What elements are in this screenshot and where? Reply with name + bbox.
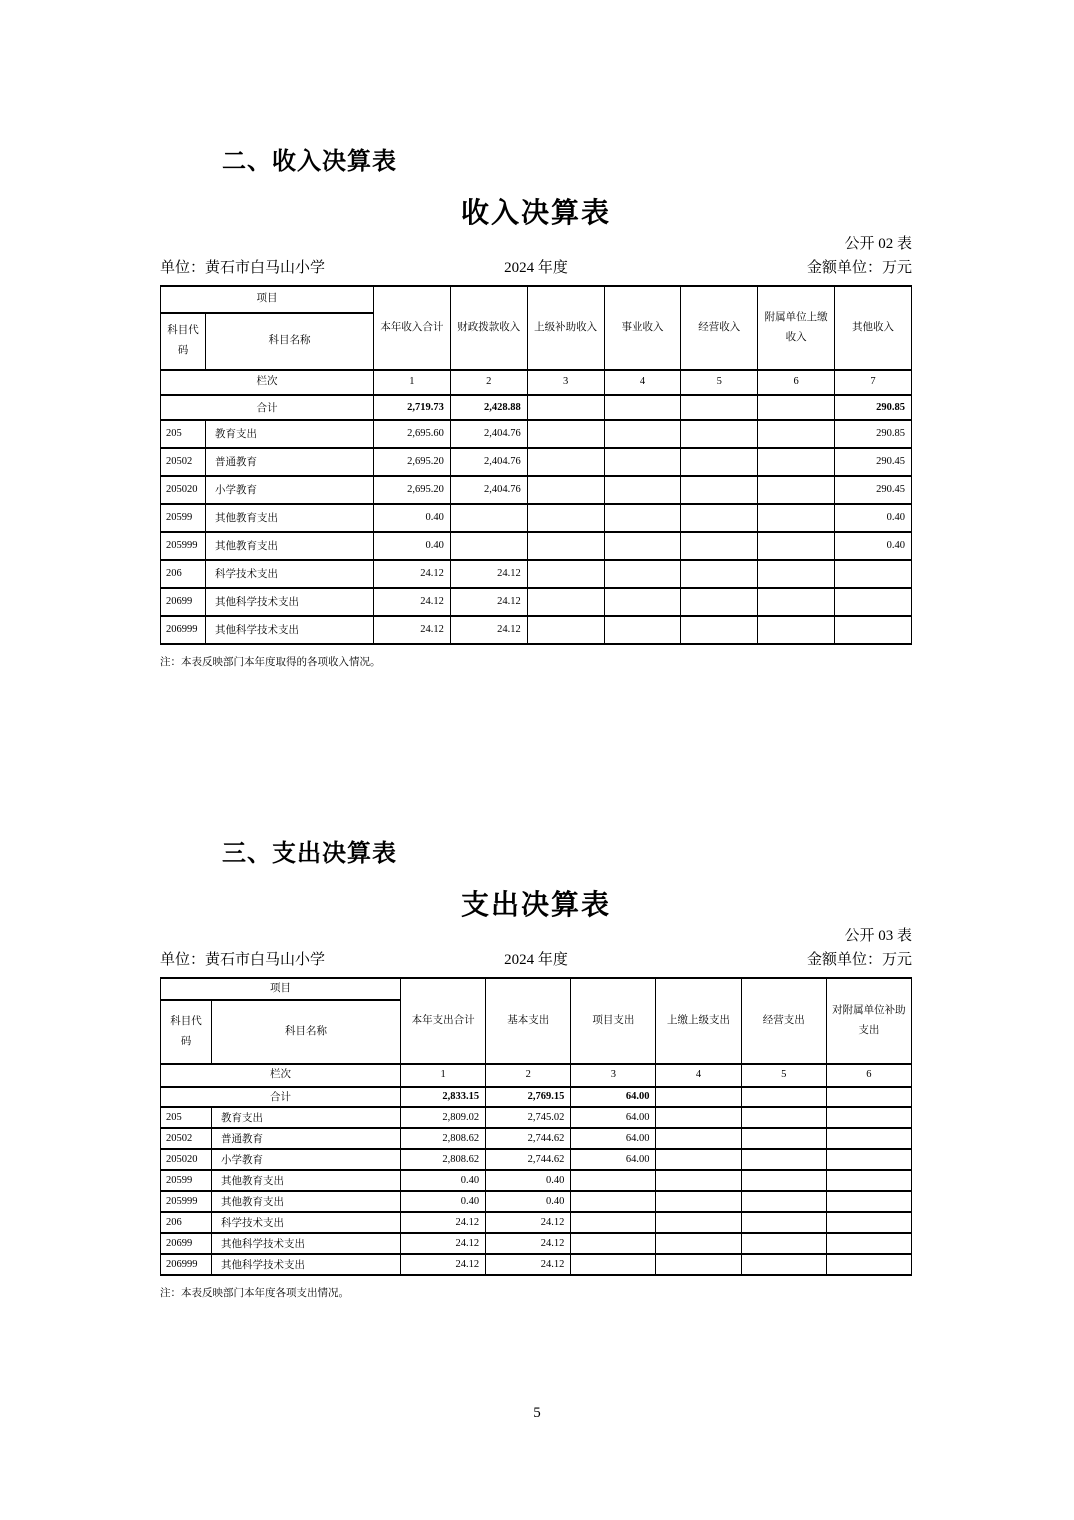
value-cell: 0.40 bbox=[835, 532, 912, 560]
value-cell bbox=[681, 560, 758, 588]
index-label-cell: 栏次 bbox=[161, 1064, 401, 1087]
total-label-cell: 合计 bbox=[161, 395, 374, 420]
value-cell bbox=[571, 1170, 656, 1191]
value-cell bbox=[758, 560, 835, 588]
value-cell: 2,809.02 bbox=[401, 1107, 486, 1128]
value-cell bbox=[741, 1128, 826, 1149]
subject-name-cell: 其他科学技术支出 bbox=[212, 1233, 401, 1254]
item-header-cell: 项目 bbox=[161, 978, 401, 1000]
subject-name-cell: 小学教育 bbox=[212, 1149, 401, 1170]
subject-name-cell: 科学技术支出 bbox=[212, 1212, 401, 1233]
value-cell bbox=[826, 1170, 911, 1191]
index-cell: 6 bbox=[758, 370, 835, 395]
column-header-cell: 基本支出 bbox=[486, 978, 571, 1064]
value-cell bbox=[681, 616, 758, 644]
subject-name-cell: 其他科学技术支出 bbox=[212, 1254, 401, 1275]
total-value-cell bbox=[527, 395, 604, 420]
total-value-cell: 2,428.88 bbox=[450, 395, 527, 420]
value-cell: 24.12 bbox=[401, 1254, 486, 1275]
value-cell: 24.12 bbox=[374, 616, 451, 644]
value-cell bbox=[758, 420, 835, 448]
value-cell: 64.00 bbox=[571, 1128, 656, 1149]
subject-code-cell: 205020 bbox=[161, 1149, 212, 1170]
subject-name-cell: 科学技术支出 bbox=[206, 560, 374, 588]
value-cell: 0.40 bbox=[374, 532, 451, 560]
subject-code-cell: 205999 bbox=[161, 532, 206, 560]
subject-code-cell: 205999 bbox=[161, 1191, 212, 1212]
value-cell: 2,744.62 bbox=[486, 1128, 571, 1149]
subject-name-cell: 教育支出 bbox=[206, 420, 374, 448]
table-row bbox=[161, 560, 912, 588]
subject-code-cell: 20599 bbox=[161, 504, 206, 532]
subject-name-cell: 其他科学技术支出 bbox=[206, 616, 374, 644]
table-row bbox=[161, 1107, 912, 1128]
value-cell bbox=[656, 1212, 741, 1233]
expenditure-section-heading: 三、支出决算表 bbox=[222, 840, 397, 867]
value-cell bbox=[656, 1233, 741, 1254]
value-cell: 0.40 bbox=[486, 1191, 571, 1212]
value-cell: 24.12 bbox=[450, 616, 527, 644]
subject-code-cell: 205 bbox=[161, 1107, 212, 1128]
subject-name-cell: 其他科学技术支出 bbox=[206, 588, 374, 616]
income-header-row-index bbox=[161, 370, 912, 395]
value-cell bbox=[571, 1254, 656, 1275]
value-cell: 0.40 bbox=[374, 504, 451, 532]
subject-name-cell: 其他教育支出 bbox=[206, 532, 374, 560]
subject-name-cell: 小学教育 bbox=[206, 476, 374, 504]
value-cell: 2,404.76 bbox=[450, 448, 527, 476]
expenditure-section bbox=[160, 840, 912, 1300]
value-cell bbox=[527, 588, 604, 616]
value-cell bbox=[527, 616, 604, 644]
value-cell: 2,695.20 bbox=[374, 476, 451, 504]
value-cell bbox=[450, 504, 527, 532]
value-cell bbox=[604, 532, 681, 560]
value-cell bbox=[527, 448, 604, 476]
total-value-cell: 290.85 bbox=[835, 395, 912, 420]
subject-name-cell: 普通教育 bbox=[206, 448, 374, 476]
subject-code-cell: 206 bbox=[161, 560, 206, 588]
value-cell bbox=[835, 560, 912, 588]
total-value-cell: 2,769.15 bbox=[486, 1087, 571, 1107]
value-cell bbox=[681, 476, 758, 504]
value-cell: 0.40 bbox=[486, 1170, 571, 1191]
index-cell: 2 bbox=[486, 1064, 571, 1087]
value-cell: 24.12 bbox=[486, 1254, 571, 1275]
value-cell bbox=[826, 1149, 911, 1170]
column-header-cell: 本年收入合计 bbox=[374, 286, 451, 370]
value-cell: 24.12 bbox=[486, 1212, 571, 1233]
subject-code-cell: 205 bbox=[161, 420, 206, 448]
total-value-cell bbox=[758, 395, 835, 420]
income-total-row bbox=[161, 395, 912, 420]
column-header-cell: 经营收入 bbox=[681, 286, 758, 370]
value-cell bbox=[527, 420, 604, 448]
value-cell bbox=[758, 588, 835, 616]
value-cell bbox=[450, 532, 527, 560]
column-header-cell: 对附属单位补助支出 bbox=[826, 978, 911, 1064]
subject-code-cell: 20699 bbox=[161, 588, 206, 616]
subject-code-cell: 206999 bbox=[161, 1254, 212, 1275]
value-cell bbox=[571, 1212, 656, 1233]
name-header-cell: 科目名称 bbox=[212, 1000, 401, 1064]
subject-code-cell: 206 bbox=[161, 1212, 212, 1233]
value-cell bbox=[741, 1254, 826, 1275]
value-cell: 290.85 bbox=[835, 420, 912, 448]
value-cell bbox=[741, 1233, 826, 1254]
expenditure-form-label: 公开 03 表 bbox=[844, 927, 912, 944]
value-cell bbox=[656, 1128, 741, 1149]
subject-name-cell: 其他教育支出 bbox=[212, 1191, 401, 1212]
value-cell bbox=[758, 616, 835, 644]
value-cell: 24.12 bbox=[401, 1212, 486, 1233]
expenditure-amount-unit-label: 金额单位：万元 bbox=[807, 951, 913, 968]
value-cell bbox=[681, 588, 758, 616]
subject-name-cell: 普通教育 bbox=[212, 1128, 401, 1149]
index-cell: 7 bbox=[835, 370, 912, 395]
value-cell bbox=[604, 588, 681, 616]
value-cell bbox=[741, 1191, 826, 1212]
value-cell: 0.40 bbox=[835, 504, 912, 532]
total-value-cell: 2,833.15 bbox=[401, 1087, 486, 1107]
total-value-cell bbox=[826, 1087, 911, 1107]
value-cell: 0.40 bbox=[401, 1170, 486, 1191]
expenditure-unit-label: 单位：黄石市白马山小学 bbox=[160, 951, 326, 968]
table-row bbox=[161, 616, 912, 644]
column-header-cell: 上缴上级支出 bbox=[656, 978, 741, 1064]
code-header-cell: 科目代码 bbox=[161, 313, 206, 370]
value-cell bbox=[656, 1170, 741, 1191]
total-value-cell: 64.00 bbox=[571, 1087, 656, 1107]
table-row bbox=[161, 1212, 912, 1233]
value-cell bbox=[604, 420, 681, 448]
value-cell: 24.12 bbox=[374, 560, 451, 588]
item-header-cell: 项目 bbox=[161, 286, 374, 313]
income-section-heading: 二、收入决算表 bbox=[222, 148, 397, 175]
value-cell: 0.40 bbox=[401, 1191, 486, 1212]
total-label-cell: 合计 bbox=[161, 1087, 401, 1107]
index-cell: 3 bbox=[571, 1064, 656, 1087]
value-cell bbox=[604, 448, 681, 476]
column-header-cell: 经营支出 bbox=[741, 978, 826, 1064]
table-row bbox=[161, 1254, 912, 1275]
value-cell: 2,808.62 bbox=[401, 1149, 486, 1170]
value-cell: 24.12 bbox=[450, 560, 527, 588]
index-cell: 2 bbox=[450, 370, 527, 395]
value-cell: 64.00 bbox=[571, 1149, 656, 1170]
value-cell bbox=[758, 532, 835, 560]
value-cell bbox=[604, 476, 681, 504]
index-cell: 6 bbox=[826, 1064, 911, 1087]
column-header-cell: 其他收入 bbox=[835, 286, 912, 370]
value-cell: 2,404.76 bbox=[450, 476, 527, 504]
table-row bbox=[161, 504, 912, 532]
value-cell: 24.12 bbox=[374, 588, 451, 616]
index-cell: 4 bbox=[604, 370, 681, 395]
value-cell: 64.00 bbox=[571, 1107, 656, 1128]
value-cell: 2,404.76 bbox=[450, 420, 527, 448]
income-meta-row bbox=[160, 259, 912, 277]
value-cell bbox=[826, 1233, 911, 1254]
index-cell: 4 bbox=[656, 1064, 741, 1087]
income-note: 注：本表反映部门本年度取得的各项收入情况。 bbox=[160, 656, 381, 668]
column-header-cell: 财政拨款收入 bbox=[450, 286, 527, 370]
column-header-cell: 上级补助收入 bbox=[527, 286, 604, 370]
code-header-cell: 科目代码 bbox=[161, 1000, 212, 1064]
value-cell: 24.12 bbox=[401, 1233, 486, 1254]
value-cell bbox=[741, 1149, 826, 1170]
table-row bbox=[161, 476, 912, 504]
value-cell bbox=[604, 504, 681, 532]
value-cell bbox=[604, 616, 681, 644]
value-cell: 24.12 bbox=[486, 1233, 571, 1254]
table-row bbox=[161, 448, 912, 476]
income-table bbox=[160, 285, 912, 645]
index-label-cell: 栏次 bbox=[161, 370, 374, 395]
income-amount-unit-label: 金额单位：万元 bbox=[807, 259, 913, 276]
value-cell bbox=[571, 1233, 656, 1254]
value-cell: 2,695.60 bbox=[374, 420, 451, 448]
value-cell: 2,745.02 bbox=[486, 1107, 571, 1128]
income-section bbox=[160, 148, 912, 669]
value-cell bbox=[656, 1254, 741, 1275]
value-cell bbox=[681, 420, 758, 448]
value-cell bbox=[527, 504, 604, 532]
value-cell bbox=[826, 1254, 911, 1275]
value-cell bbox=[681, 504, 758, 532]
table-row bbox=[161, 420, 912, 448]
value-cell: 290.45 bbox=[835, 448, 912, 476]
index-cell: 3 bbox=[527, 370, 604, 395]
value-cell bbox=[758, 448, 835, 476]
column-header-cell: 事业收入 bbox=[604, 286, 681, 370]
value-cell bbox=[604, 560, 681, 588]
table-row bbox=[161, 532, 912, 560]
subject-code-cell: 205020 bbox=[161, 476, 206, 504]
subject-code-cell: 20699 bbox=[161, 1233, 212, 1254]
total-value-cell bbox=[681, 395, 758, 420]
subject-code-cell: 206999 bbox=[161, 616, 206, 644]
value-cell bbox=[826, 1107, 911, 1128]
expenditure-table-title: 支出决算表 bbox=[460, 889, 611, 921]
income-unit-label: 单位：黄石市白马山小学 bbox=[160, 259, 326, 276]
value-cell: 2,695.20 bbox=[374, 448, 451, 476]
table-row bbox=[161, 1128, 912, 1149]
table-row bbox=[161, 1191, 912, 1212]
value-cell bbox=[681, 448, 758, 476]
index-cell: 1 bbox=[374, 370, 451, 395]
expenditure-table bbox=[160, 977, 912, 1276]
subject-code-cell: 20502 bbox=[161, 1128, 212, 1149]
table-row bbox=[161, 588, 912, 616]
expenditure-total-row bbox=[161, 1087, 912, 1107]
value-cell bbox=[527, 560, 604, 588]
subject-name-cell: 其他教育支出 bbox=[212, 1170, 401, 1191]
value-cell bbox=[681, 532, 758, 560]
value-cell: 290.45 bbox=[835, 476, 912, 504]
value-cell bbox=[656, 1107, 741, 1128]
value-cell bbox=[741, 1212, 826, 1233]
value-cell bbox=[741, 1170, 826, 1191]
value-cell: 2,744.62 bbox=[486, 1149, 571, 1170]
table-row bbox=[161, 1233, 912, 1254]
value-cell bbox=[826, 1212, 911, 1233]
value-cell bbox=[835, 588, 912, 616]
table-row bbox=[161, 1149, 912, 1170]
index-cell: 1 bbox=[401, 1064, 486, 1087]
value-cell: 24.12 bbox=[450, 588, 527, 616]
column-header-cell: 项目支出 bbox=[571, 978, 656, 1064]
value-cell bbox=[741, 1107, 826, 1128]
value-cell bbox=[656, 1149, 741, 1170]
income-form-label: 公开 02 表 bbox=[844, 235, 912, 252]
subject-code-cell: 20502 bbox=[161, 448, 206, 476]
value-cell: 2,808.62 bbox=[401, 1128, 486, 1149]
expenditure-header-row-index bbox=[161, 1064, 912, 1087]
expenditure-note: 注：本表反映部门本年度各项支出情况。 bbox=[160, 1287, 349, 1299]
value-cell bbox=[527, 532, 604, 560]
total-value-cell bbox=[741, 1087, 826, 1107]
income-year-label: 2024 年度 bbox=[504, 259, 568, 276]
value-cell bbox=[826, 1128, 911, 1149]
total-value-cell bbox=[656, 1087, 741, 1107]
index-cell: 5 bbox=[681, 370, 758, 395]
column-header-cell: 本年支出合计 bbox=[401, 978, 486, 1064]
income-table-title: 收入决算表 bbox=[460, 197, 611, 229]
column-header-cell: 附属单位上缴收入 bbox=[758, 286, 835, 370]
subject-name-cell: 其他教育支出 bbox=[206, 504, 374, 532]
total-value-cell bbox=[604, 395, 681, 420]
subject-name-cell: 教育支出 bbox=[212, 1107, 401, 1128]
total-value-cell: 2,719.73 bbox=[374, 395, 451, 420]
subject-code-cell: 20599 bbox=[161, 1170, 212, 1191]
expenditure-year-label: 2024 年度 bbox=[504, 951, 568, 968]
value-cell bbox=[527, 476, 604, 504]
value-cell bbox=[758, 504, 835, 532]
value-cell bbox=[571, 1191, 656, 1212]
expenditure-header-row-item bbox=[161, 978, 912, 1000]
table-row bbox=[161, 1170, 912, 1191]
name-header-cell: 科目名称 bbox=[206, 313, 374, 370]
value-cell bbox=[656, 1191, 741, 1212]
value-cell bbox=[758, 476, 835, 504]
income-header-row-item bbox=[161, 286, 912, 313]
index-cell: 5 bbox=[741, 1064, 826, 1087]
page-number: 5 bbox=[533, 1405, 541, 1421]
value-cell bbox=[826, 1191, 911, 1212]
value-cell bbox=[835, 616, 912, 644]
expenditure-meta-row bbox=[160, 951, 912, 969]
